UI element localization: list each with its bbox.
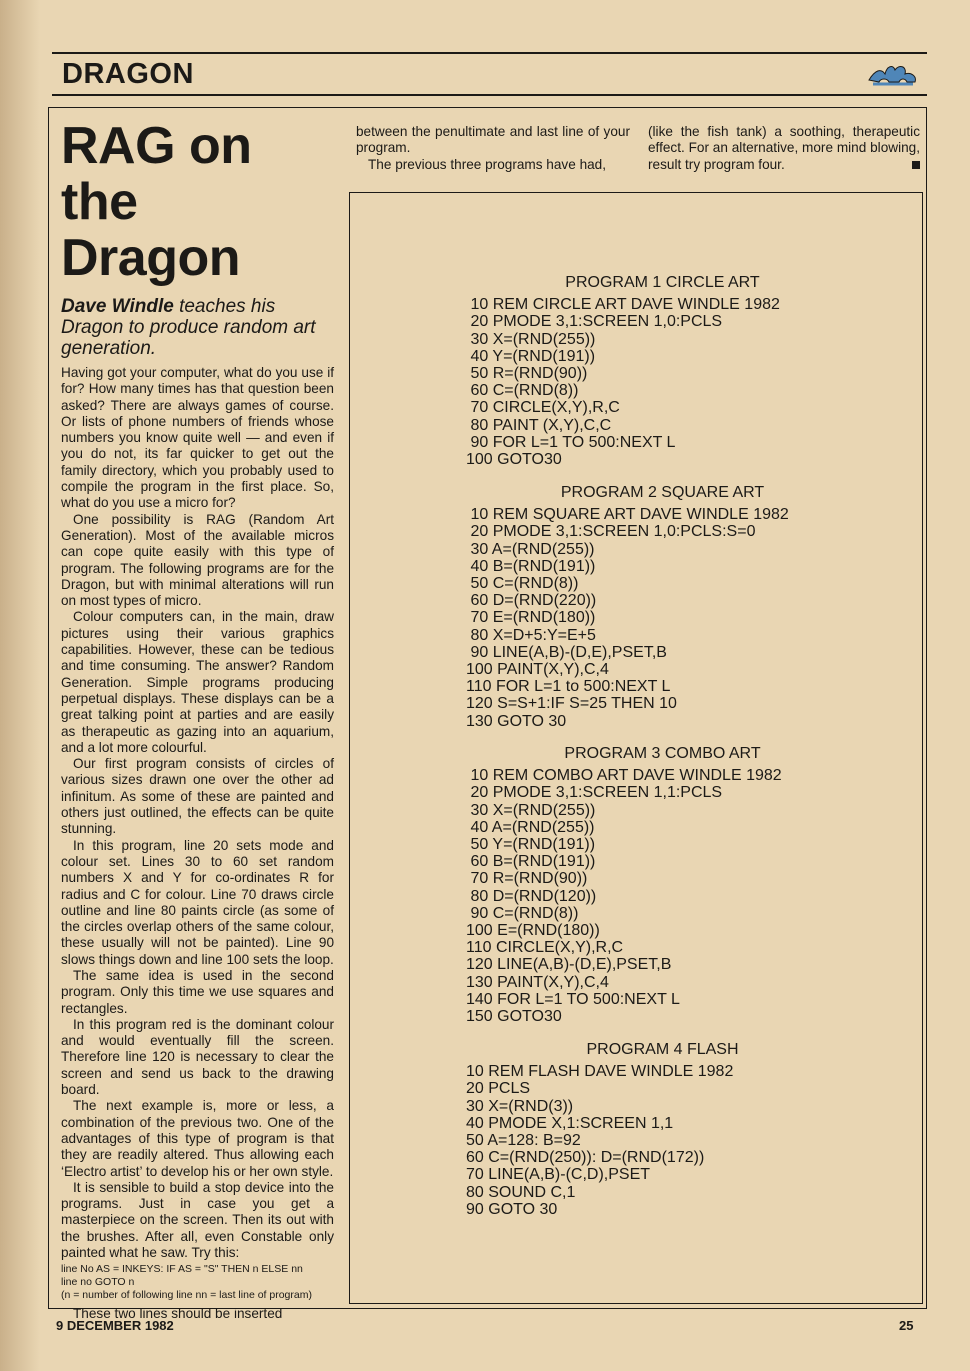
paragraph: These two lines should be inserted <box>73 1306 283 1322</box>
code-line: 20 PMODE 3,1:SCREEN 1,0:PCLS:S=0 <box>466 523 756 541</box>
program-title: PROGRAM 4 FLASH <box>586 1041 739 1058</box>
paragraph: In this program, line 20 sets mode and colour set. Lines 30 to 60 set random numbers X and Y for co-ordinates R for radius and C for colour. Line 70 draws circle outline and line 80 paints circle (as some of the circles overlap others of the same colour, these usually will not be painted). Line 90 slows things down and line 100 sets the loop. <box>61 837 334 967</box>
program-listing-1 <box>466 274 859 468</box>
code-line: 30 X=(RND(255)) <box>466 330 596 348</box>
article-body <box>61 365 334 1323</box>
code-note: (n = number of following line nn = last line of program) <box>61 1289 312 1302</box>
code-line: line No AS = INKEYS: IF AS = "S" THEN n ELSE nn <box>61 1263 303 1276</box>
headline-line-1: RAG on the <box>61 117 252 231</box>
code-line: 10 REM SQUARE ART DAVE WINDLE 1982 <box>466 506 789 524</box>
code-line: 30 X=(RND(3)) <box>466 1097 574 1115</box>
paragraph-text: (like the fish tank) a soothing, therapeutic effect. For an alternative, more mind blowing, result try program four. <box>648 124 920 172</box>
stop-device-code <box>61 1263 334 1302</box>
paragraph: The same idea is used in the second program. Only this time we use squares and rectangles. <box>61 967 334 1016</box>
headline <box>61 118 334 286</box>
code-line: 60 B=(RND(191)) <box>466 853 596 871</box>
code-line: 90 GOTO 30 <box>466 1200 558 1218</box>
paragraph: It is sensible to build a stop device into the programs. Just in case you get a masterpiece on the screen. Then its out with the brushes. After all, even Constable only painted what he saw. Try this: <box>61 1179 334 1261</box>
code-line: 10 REM CIRCLE ART DAVE WINDLE 1982 <box>466 296 780 314</box>
code-line: 20 PMODE 3,1:SCREEN 1,0:PCLS <box>466 313 723 331</box>
paragraph: Colour computers can, in the main, draw pictures using their various graphics capabilities. However, these can be tedious and time consuming. The answer? Random Generation. Simple programs producing perpetual displays. These displays can be a great talking point at parties and are easily as therapeutic as gazing into an aquarium, and a lot more colourful. <box>61 609 334 755</box>
code-line: 80 PAINT (X,Y),C,C <box>466 416 612 434</box>
code-line: 30 X=(RND(255)) <box>466 801 596 819</box>
paragraph: The next example is, more or less, a combination of the previous two. One of the advantages of this type of program is that they are readily altered. Thus allowing each ‘Electro artist’ to develop his or her own style. <box>61 1098 334 1179</box>
program-title: PROGRAM 2 SQUARE ART <box>560 484 765 501</box>
code-line: 110 CIRCLE(X,Y),R,C <box>466 939 624 957</box>
program-title: PROGRAM 1 CIRCLE ART <box>565 274 760 291</box>
code-line: 30 A=(RND(255)) <box>466 540 595 558</box>
code-line: 140 FOR L=1 TO 500:NEXT L <box>466 990 680 1008</box>
standfirst-text-1: teaches his <box>173 296 276 317</box>
paragraph: Our first program consists of circles of various sizes drawn one over the other ad infinitum. As some of these are painted and others just outlined, the effects can be quite stunning. <box>61 756 334 837</box>
standfirst-author: Dave Windle <box>61 296 174 317</box>
code-line: 40 B=(RND(191)) <box>466 557 596 575</box>
code-line: 120 S=S+1:IF S=25 THEN 10 <box>466 695 677 713</box>
program-listing-4 <box>466 1041 859 1218</box>
section-header <box>52 52 927 96</box>
code-line: 80 X=D+5:Y=E+5 <box>466 626 596 644</box>
code-line: 100 PAINT(X,Y),C,4 <box>466 661 609 679</box>
page-number: 25 <box>899 1318 914 1333</box>
code-line: 90 C=(RND(8)) <box>466 904 579 922</box>
code-line: 50 A=128: B=92 <box>466 1132 581 1150</box>
code-line: 90 FOR L=1 TO 500:NEXT L <box>466 433 676 451</box>
program-listing-3 <box>466 745 859 1025</box>
code-line: 150 GOTO30 <box>466 1008 562 1026</box>
code-line: 50 Y=(RND(191)) <box>466 836 596 854</box>
standfirst-text-3: generation. <box>61 338 157 359</box>
code-line: 40 PMODE X,1:SCREEN 1,1 <box>466 1114 674 1132</box>
footer-date: 9 DECEMBER 1982 <box>56 1318 174 1333</box>
code-line: 50 R=(RND(90)) <box>466 365 588 383</box>
code-line: 100 GOTO30 <box>466 451 562 469</box>
code-line: 10 REM COMBO ART DAVE WINDLE 1982 <box>466 767 782 785</box>
code-line: line no GOTO n <box>61 1276 135 1289</box>
code-line: 130 PAINT(X,Y),C,4 <box>466 973 609 991</box>
end-mark-icon <box>912 161 920 169</box>
page-edge-shadow <box>0 0 40 1371</box>
code-line: 70 E=(RND(180)) <box>466 609 596 627</box>
code-line: 40 A=(RND(255)) <box>466 818 595 836</box>
code-line: 50 C=(RND(8)) <box>466 575 579 593</box>
paragraph: The previous three programs have had, <box>368 156 607 172</box>
headline-line-2: Dragon <box>61 229 240 287</box>
paragraph: Having got your computer, what do you use if for? How many times has that question been asked? There are always games of course. Or lists of phone numbers of friends whose numbers you know quite well — and even if you do not, its far quicker to get out the family directory, which you probably used to compile the program in the first place. So, what do you use a micro for? <box>61 365 334 511</box>
code-line: 40 Y=(RND(191)) <box>466 347 596 365</box>
code-line: 70 CIRCLE(X,Y),R,C <box>466 399 620 417</box>
code-line: 120 LINE(A,B)-(D,E),PSET,B <box>466 956 672 974</box>
article-column-2 <box>356 124 630 173</box>
code-line: 70 R=(RND(90)) <box>466 870 588 888</box>
program-listing-2 <box>466 484 859 730</box>
code-line: 60 C=(RND(250)): D=(RND(172)) <box>466 1149 705 1167</box>
paragraph: In this program red is the dominant colour and would eventually fill the screen. Therefore line 120 is necessary to clear the screen and send us back to the drawing board. <box>61 1016 334 1098</box>
code-line: 70 LINE(A,B)-(C,D),PSET <box>466 1166 651 1184</box>
article-column-1 <box>61 118 334 1323</box>
program-title: PROGRAM 3 COMBO ART <box>564 745 761 762</box>
code-line: 20 PMODE 3,1:SCREEN 1,1:PCLS <box>466 784 723 802</box>
paragraph: One possibility is RAG (Random Art Generation). Most of the available micros can cope quite easily with this type of program. The following programs are for the Dragon, but with minimal alterations will run on most types of micro. <box>61 511 334 609</box>
paragraph <box>648 124 920 173</box>
code-line: 80 D=(RND(120)) <box>466 887 597 905</box>
code-line: 130 GOTO 30 <box>466 712 567 730</box>
code-line: 10 REM FLASH DAVE WINDLE 1982 <box>466 1063 734 1081</box>
dragon-icon <box>867 60 919 88</box>
section-label: DRAGON <box>62 58 194 90</box>
article-column-3 <box>648 124 920 173</box>
standfirst-text-2: Dragon to produce random art <box>61 317 316 338</box>
code-line: 100 E=(RND(180)) <box>466 922 600 940</box>
code-line: 90 LINE(A,B)-(D,E),PSET,B <box>466 643 667 661</box>
code-line: 110 FOR L=1 to 500:NEXT L <box>466 678 671 696</box>
code-line: 60 C=(RND(8)) <box>466 382 579 400</box>
code-line: 20 PCLS <box>466 1080 531 1098</box>
code-line: 60 D=(RND(220)) <box>466 592 597 610</box>
paragraph: between the penultimate and last line of your program. <box>356 124 630 156</box>
code-line: 80 SOUND C,1 <box>466 1183 576 1201</box>
standfirst <box>61 296 334 359</box>
